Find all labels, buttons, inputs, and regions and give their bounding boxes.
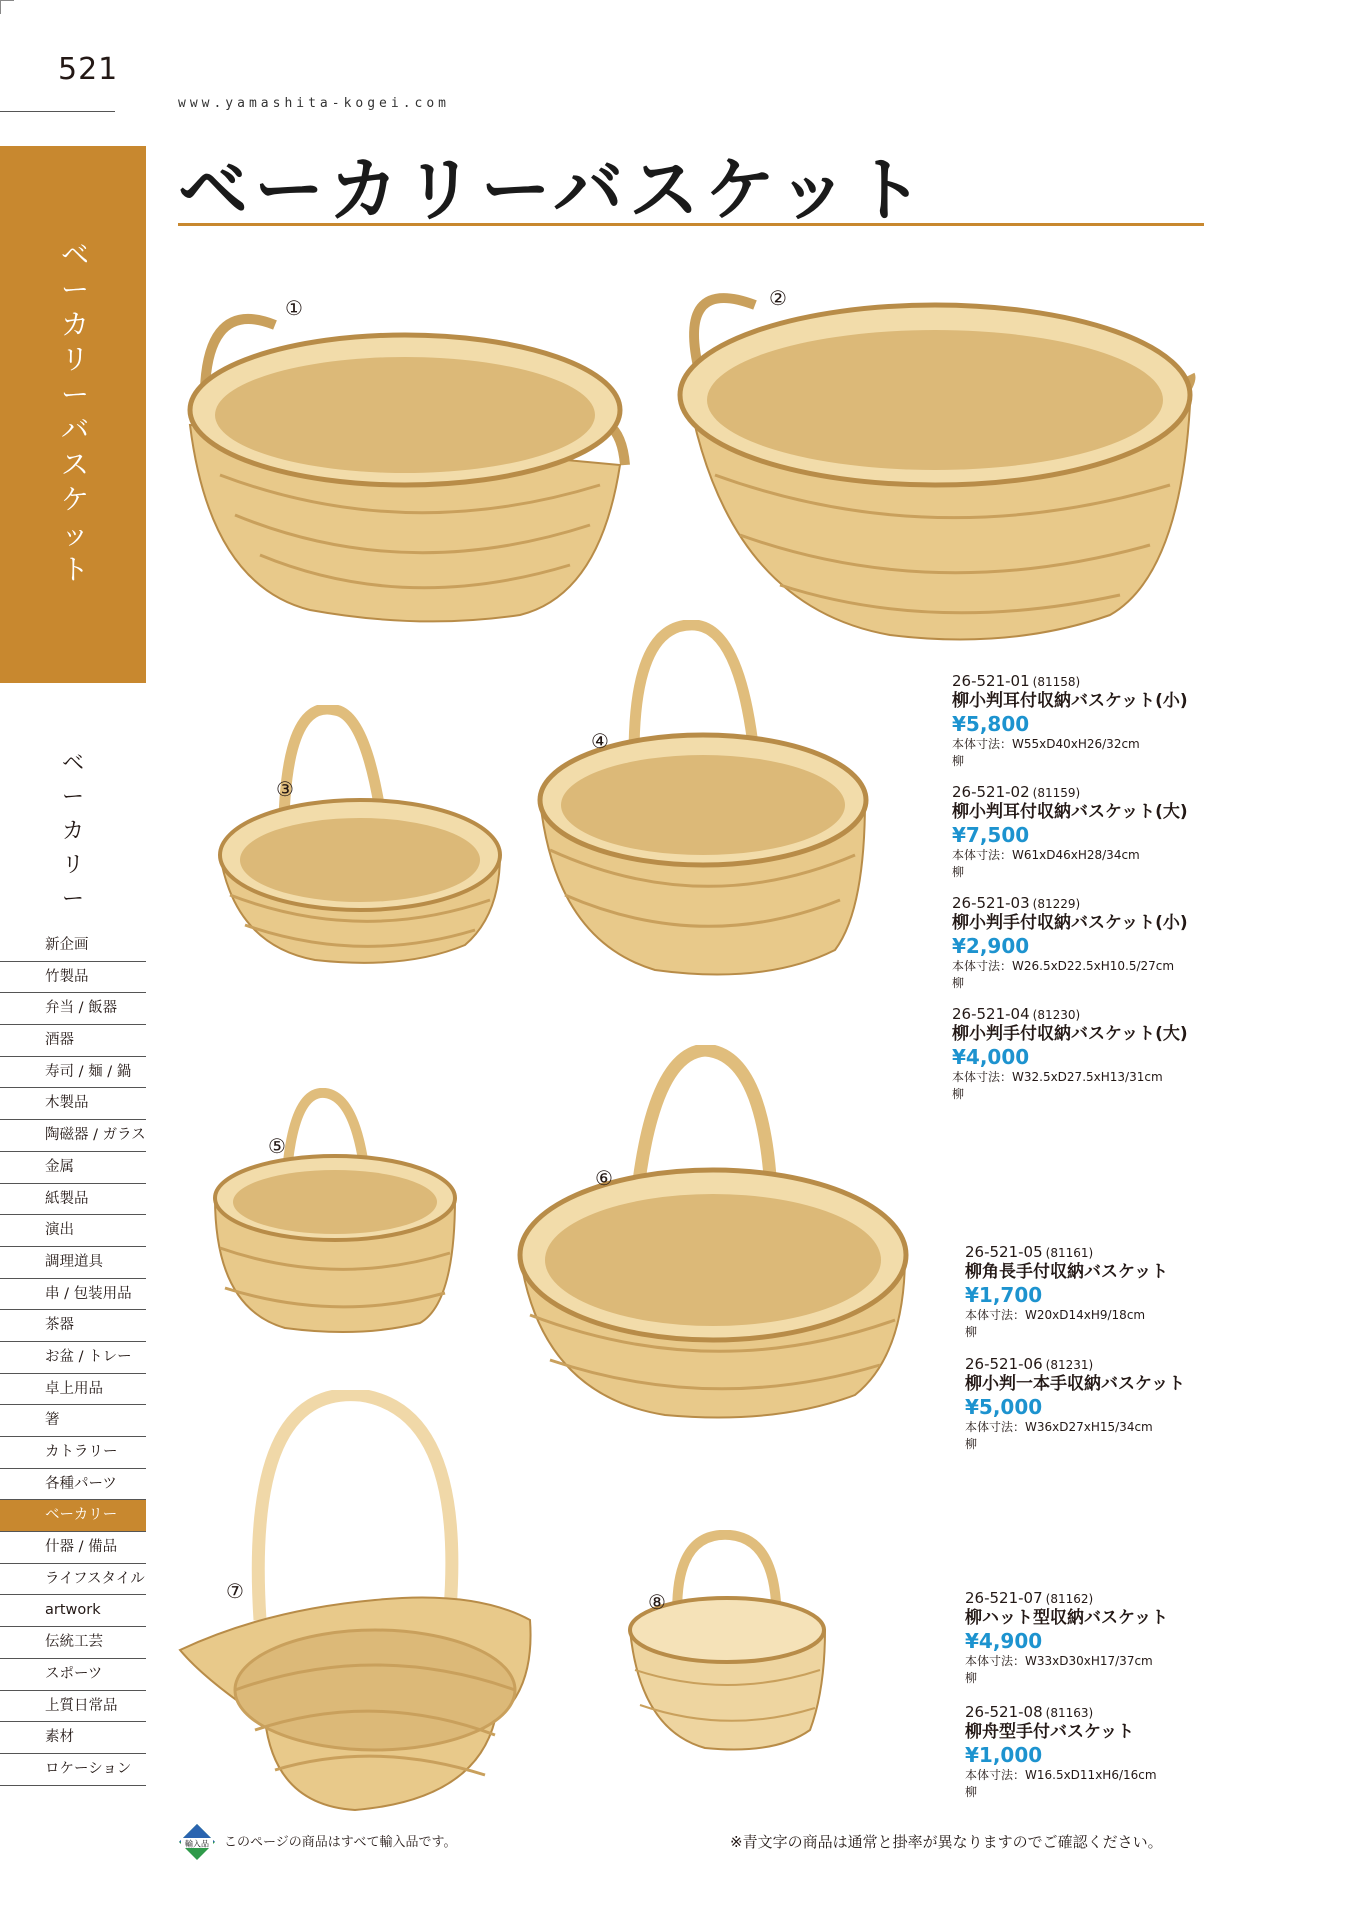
nav-item[interactable]: 茶器 <box>0 1310 146 1342</box>
product-size: 本体寸法：W16.5xD11xH6/16cm <box>965 1768 1157 1782</box>
product-size: 本体寸法：W33xD30xH17/37cm <box>965 1654 1153 1668</box>
nav-item[interactable]: 卓上用品 <box>0 1374 146 1406</box>
product-info-5 <box>965 1245 1168 1338</box>
product-name: 柳小判耳付収納バスケット(大) <box>952 802 1188 822</box>
product-code: 26-521-02 (81159) <box>952 783 1081 801</box>
nav-item[interactable]: 弁当 / 飯器 <box>0 993 146 1025</box>
nav-item[interactable]: 上質日常品 <box>0 1691 146 1723</box>
product-info-7 <box>965 1591 1168 1684</box>
basket-image-4 <box>535 620 870 985</box>
side-band-text: ベーカリーバスケット <box>60 238 89 586</box>
product-info-1 <box>952 674 1188 767</box>
nav-item[interactable]: 酒器 <box>0 1025 146 1057</box>
product-code: 26-521-08 (81163) <box>965 1703 1094 1721</box>
product-info-2 <box>952 785 1188 878</box>
item-number-8: ⑧ <box>648 1590 666 1614</box>
product-price: ¥1,700 <box>965 1283 1043 1307</box>
nav-item[interactable]: 竹製品 <box>0 962 146 994</box>
nav-item[interactable]: 紙製品 <box>0 1184 146 1216</box>
page-title: ベーカリーバスケット <box>178 148 930 231</box>
nav-item[interactable]: 新企画 <box>0 930 146 962</box>
product-price: ¥7,500 <box>952 823 1030 847</box>
product-name: 柳小判手付収納バスケット(小) <box>952 913 1188 933</box>
item-number-7: ⑦ <box>226 1579 244 1603</box>
basket-image-2 <box>670 275 1210 645</box>
nav-item[interactable]: ライフスタイル <box>0 1564 146 1596</box>
import-badge-label: 輸入品 <box>185 1839 209 1849</box>
nav-item[interactable]: 陶磁器 / ガラス <box>0 1120 146 1152</box>
nav-item[interactable]: 伝統工芸 <box>0 1627 146 1659</box>
page-number-rule <box>0 111 115 112</box>
product-size: 本体寸法：W61xD46xH28/34cm <box>952 848 1140 862</box>
product-code: 26-521-07 (81162) <box>965 1589 1094 1607</box>
page-number: 521 <box>58 52 119 87</box>
nav-item-active[interactable]: ベーカリー <box>0 1500 146 1532</box>
product-code: 26-521-01 (81158) <box>952 672 1081 690</box>
product-material: 柳 <box>965 1325 978 1339</box>
nav-item[interactable]: ロケーション <box>0 1754 146 1786</box>
product-material: 柳 <box>952 865 965 879</box>
product-material: 柳 <box>965 1785 978 1799</box>
product-price: ¥1,000 <box>965 1743 1043 1767</box>
nav-item[interactable]: カトラリー <box>0 1437 146 1469</box>
product-price: ¥5,800 <box>952 712 1030 736</box>
product-name: 柳角長手付収納バスケット <box>965 1262 1169 1282</box>
item-number-3: ③ <box>276 777 294 801</box>
product-price: ¥4,900 <box>965 1629 1043 1653</box>
basket-image-5 <box>210 1088 460 1338</box>
product-size: 本体寸法：W26.5xD22.5xH10.5/27cm <box>952 959 1175 973</box>
product-name: 柳ハット型収納バスケット <box>965 1608 1169 1628</box>
nav-item[interactable]: 素材 <box>0 1722 146 1754</box>
item-number-2: ② <box>769 286 787 310</box>
nav-item[interactable]: 調理道具 <box>0 1247 146 1279</box>
nav-item[interactable]: artwork <box>0 1595 146 1627</box>
nav-item[interactable]: 木製品 <box>0 1088 146 1120</box>
crop-mark <box>0 0 14 14</box>
product-code: 26-521-06 (81231) <box>965 1355 1094 1373</box>
category-nav <box>0 930 146 1786</box>
product-name: 柳小判手付収納バスケット(大) <box>952 1024 1188 1044</box>
product-info-3 <box>952 896 1188 989</box>
item-number-4: ④ <box>591 729 609 753</box>
side-category-label: ベーカリー <box>61 751 84 912</box>
product-info-6 <box>965 1357 1185 1450</box>
product-code: 26-521-05 (81161) <box>965 1243 1094 1261</box>
nav-item[interactable]: 串 / 包装用品 <box>0 1279 146 1311</box>
product-material: 柳 <box>952 976 965 990</box>
nav-item[interactable]: 各種パーツ <box>0 1469 146 1501</box>
product-price: ¥5,000 <box>965 1395 1043 1419</box>
item-number-5: ⑤ <box>268 1134 286 1158</box>
product-info-4 <box>952 1007 1188 1100</box>
product-code: 26-521-03 (81229) <box>952 894 1081 912</box>
import-badge-icon <box>178 1823 216 1861</box>
basket-image-6 <box>515 1045 910 1425</box>
product-price: ¥4,000 <box>952 1045 1030 1069</box>
nav-item[interactable]: お盆 / トレー <box>0 1342 146 1374</box>
product-material: 柳 <box>952 754 965 768</box>
import-note: このページの商品はすべて輸入品です。 <box>224 1835 457 1850</box>
nav-item[interactable]: 箸 <box>0 1405 146 1437</box>
product-size: 本体寸法：W36xD27xH15/34cm <box>965 1420 1153 1434</box>
nav-item[interactable]: 什器 / 備品 <box>0 1532 146 1564</box>
product-material: 柳 <box>965 1437 978 1451</box>
basket-image-3 <box>215 705 505 970</box>
product-name: 柳舟型手付バスケット <box>965 1722 1135 1742</box>
product-material: 柳 <box>965 1671 978 1685</box>
site-url[interactable]: www.yamashita-kogei.com <box>178 96 451 111</box>
product-info-8 <box>965 1705 1157 1798</box>
product-name: 柳小判一本手収納バスケット <box>965 1374 1186 1394</box>
nav-item[interactable]: 金属 <box>0 1152 146 1184</box>
product-code: 26-521-04 (81230) <box>952 1005 1081 1023</box>
title-rule <box>178 223 1204 226</box>
item-number-6: ⑥ <box>595 1166 613 1190</box>
basket-image-8 <box>625 1530 830 1755</box>
product-name: 柳小判耳付収納バスケット(小) <box>952 691 1188 711</box>
footer-note: ※青文字の商品は通常と掛率が異なりますのでご確認ください。 <box>730 1833 1163 1851</box>
basket-image-1 <box>180 285 635 630</box>
product-size: 本体寸法：W32.5xD27.5xH13/31cm <box>952 1070 1163 1084</box>
nav-item[interactable]: 寿司 / 麺 / 鍋 <box>0 1057 146 1089</box>
item-number-1: ① <box>285 296 303 320</box>
nav-item[interactable]: 演出 <box>0 1215 146 1247</box>
product-price: ¥2,900 <box>952 934 1030 958</box>
product-material: 柳 <box>952 1087 965 1101</box>
nav-item[interactable]: スポーツ <box>0 1659 146 1691</box>
product-size: 本体寸法：W55xD40xH26/32cm <box>952 737 1140 751</box>
product-size: 本体寸法：W20xD14xH9/18cm <box>965 1308 1146 1322</box>
